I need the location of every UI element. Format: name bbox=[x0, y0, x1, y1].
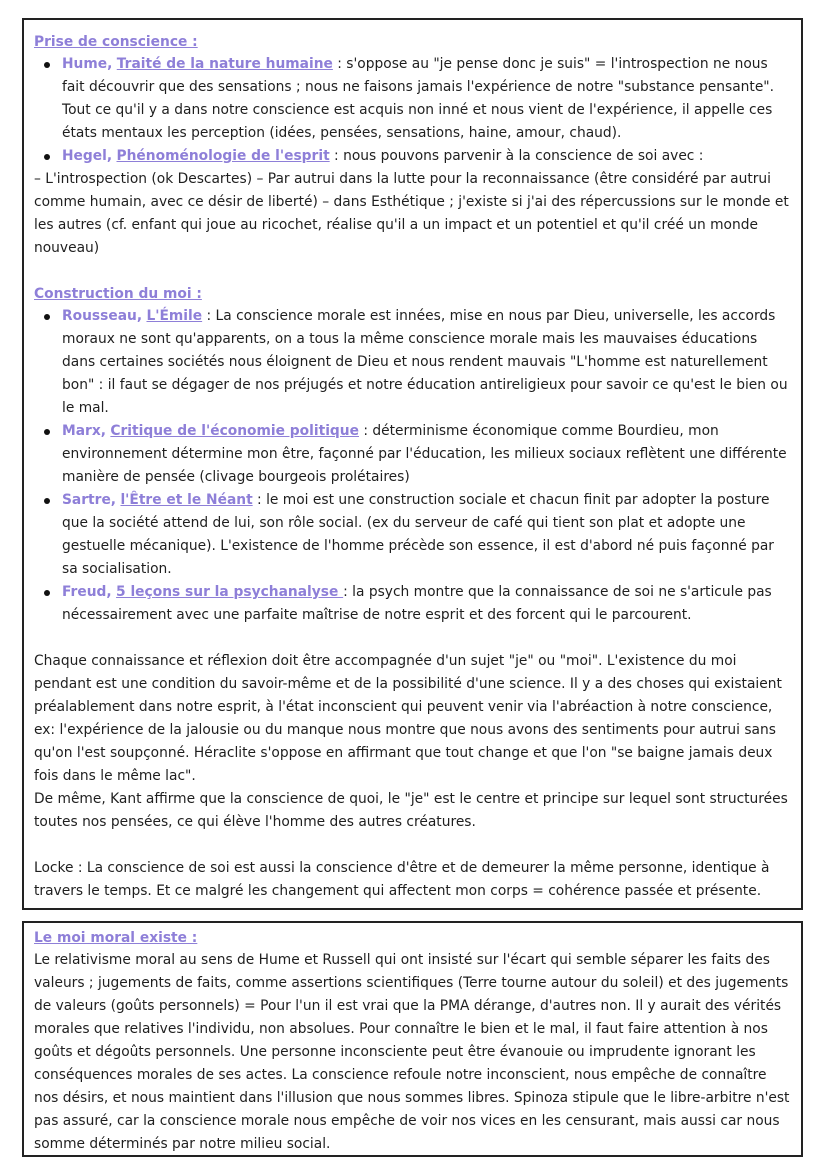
author-name: Freud, bbox=[62, 584, 112, 600]
author-name: Hume, bbox=[62, 56, 113, 72]
section-heading-prise-de-conscience: Prise de conscience : bbox=[34, 34, 198, 50]
section-heading-moi-moral: Le moi moral existe : bbox=[34, 930, 198, 946]
work-title: L'Émile bbox=[146, 308, 203, 324]
work-title: Traité de la nature humaine bbox=[116, 56, 333, 72]
work-title: l'Être et le Néant bbox=[120, 492, 253, 508]
paragraph-kant: De même, Kant affirme que la conscience de quoi, le "je" est le centre et principe sur lequel sont structurées toutes nos pensées, ce qui élève l'homme des autres créatures. bbox=[34, 791, 788, 830]
author-name: Marx, bbox=[62, 423, 106, 439]
item-text: : déterminisme économique comme Bourdieu, mon environnement détermine mon être, façonné par l'éducation, les milieux sociaux reflètent une différente manière de pensée (clivage bourgeois prolétaires) bbox=[62, 423, 787, 485]
notes-box-moi-moral bbox=[22, 921, 803, 1157]
list-item-hume bbox=[34, 53, 791, 145]
item-text: : le moi est une construction sociale et chacun finit par adopter la posture que la société attend de lui, son rôle social. (ex du serveur de café qui tient son plat et adopte une gestuelle mécanique). L'existence de l'homme précède son essence, il est d'abord né puis façonné par sa socialisation. bbox=[62, 492, 774, 577]
work-title: Critique de l'économie politique bbox=[110, 423, 359, 439]
author-name: Sartre, bbox=[62, 492, 117, 508]
item-text: : la psych montre que la connaissance de soi ne s'articule pas nécessairement avec une parfaite maîtrise de notre esprit et des forcent qui le parcourent. bbox=[62, 584, 772, 623]
work-title: Phénoménologie de l'esprit bbox=[116, 148, 330, 164]
paragraph-moi-sujet: Chaque connaissance et réflexion doit être accompagnée d'un sujet "je" ou "moi". L'existence du moi pendant est une condition du savoir-même et de la possibilité d'une science. Il y a des choses qui existaient préalablement dans notre esprit, à l'état inconscient qui peuvent venir via l'abréaction à notre conscience, ex: l'expérience de la jalousie ou du manque nous montre que nous avons des sentiments pour autrui sans qu'on l'est soupçonné. Héraclite s'oppose en affirmant que tout change et que l'on "se baigne jamais deux fois dans le même lac". bbox=[34, 653, 782, 784]
author-name: Hegel, bbox=[62, 148, 113, 164]
item-text: : s'oppose au "je pense donc je suis" = l'introspection ne nous fait découvrir que des sensations ; nous ne faisons jamais l'expérience de notre "substance pensante". Tout ce qu'il y a dans notre conscience est acquis non inné et nous vient de l'expérience, il appelle ces états mentaux les perception (idées, pensées, sensations, haine, amour, chaud). bbox=[62, 56, 775, 141]
notes-box-conscience bbox=[22, 18, 803, 910]
author-name: Rousseau, bbox=[62, 308, 143, 324]
list-item-freud bbox=[34, 581, 791, 627]
paragraph-locke: Locke : La conscience de soi est aussi la conscience d'être et de demeurer la même personne, identique à travers le temps. Et ce malgré les changement qui affectent mon corps = cohérence passée et présente. bbox=[34, 860, 770, 899]
list-item-rousseau bbox=[34, 305, 791, 420]
bullet-list-prise-de-conscience bbox=[34, 53, 791, 168]
list-item-sartre bbox=[34, 489, 791, 581]
list-item-marx bbox=[34, 420, 791, 489]
paragraph-relativisme-moral: Le relativisme moral au sens de Hume et Russell qui ont insisté sur l'écart qui semble séparer les faits des valeurs ; jugements de faits, comme assertions scientifiques (Terre tourne autour du soleil) et des jugements de valeurs (goûts personnels) = Pour l'un il est vrai que la PMA dérange, d'autres non. Il y aurait des vérités morales que relatives l'individu, non absolues. Pour connaître le bien et le mal, il faut faire attention à nos goûts et dégoûts personnels. Une personne inconsciente peut être évanouie ou imprudente ignorant les conséquences morales de ses actes. La conscience refoule notre inconscient, nous empêche de connaître nos désirs, et nous maintient dans l'illusion que nous sommes libres. Spinoza stipule que le libre-arbitre n'est pas assuré, car la conscience morale nous empêche de voir nos vices en les censurant, mais aussi car nous somme déterminés par notre milieu social. bbox=[34, 952, 790, 1152]
item-text: : La conscience morale est innées, mise en nous par Dieu, universelle, les accords moraux ne sont qu'apparents, on a tous la même conscience morale mais les mauvaises éducations dans certaines sociétés nous éloignent de Dieu et nous rendent mauvais "L'homme est naturellement bon" : il faut se dégager de nos préjugés et notre éducation antireligieux pour savoir ce qu'est le bien ou le mal. bbox=[62, 308, 788, 416]
item-text: : nous pouvons parvenir à la conscience de soi avec : bbox=[329, 148, 704, 164]
section-heading-construction-du-moi: Construction du moi : bbox=[34, 286, 202, 302]
hegel-continuation: – L'introspection (ok Descartes) – Par autrui dans la lutte pour la reconnaissance (être considéré par autrui comme humain, avec ce désir de liberté) – dans Esthétique ; j'existe si j'ai des répercussions sur le monde et les autres (cf. enfant qui joue au ricochet, réalise qu'il a un impact et un potentiel et qu'il créé un monde nouveau) bbox=[34, 171, 789, 256]
work-title: 5 leçons sur la psychanalyse bbox=[116, 584, 344, 600]
bullet-list-construction-du-moi bbox=[34, 305, 791, 627]
list-item-hegel bbox=[34, 145, 791, 168]
